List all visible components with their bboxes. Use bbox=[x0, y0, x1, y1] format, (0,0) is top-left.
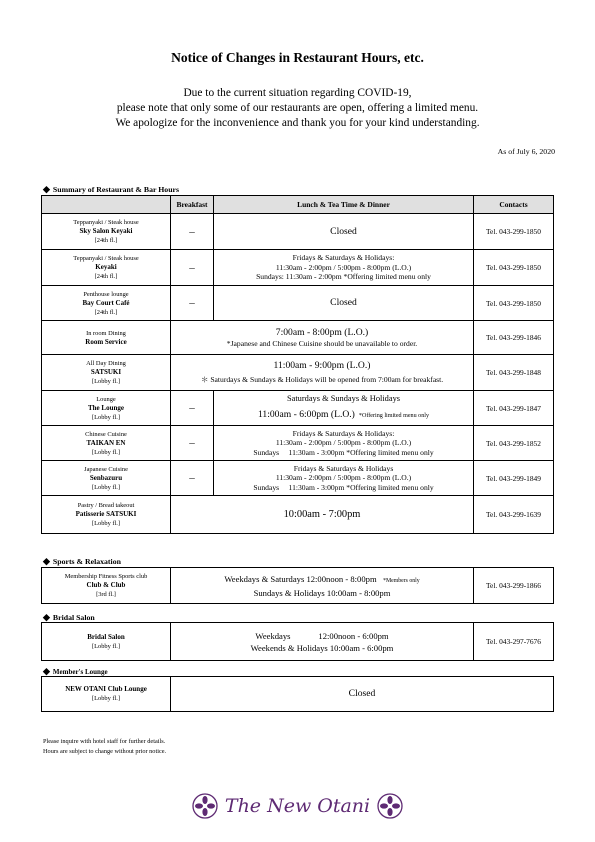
table-row bbox=[42, 426, 554, 461]
hours-line: Weekdays & Saturdays 12:00noon - 8:00pm bbox=[224, 573, 377, 584]
contact-cell: Tel. 043-299-1850 bbox=[474, 214, 554, 250]
hours-line: Fridays & Saturdays & Holidays: bbox=[292, 253, 395, 263]
hours-cell bbox=[214, 250, 474, 286]
diamond-icon: ◆ bbox=[43, 612, 50, 622]
flower-crest-icon bbox=[377, 793, 403, 819]
contact-cell: Tel. 043-299-1852 bbox=[474, 426, 554, 461]
venue-cell bbox=[42, 461, 171, 496]
venue-name: The Lounge bbox=[88, 403, 124, 412]
contact-cell: Tel. 043-297-7676 bbox=[474, 623, 554, 661]
header-venue bbox=[42, 196, 171, 214]
footer-line: Hours are subject to change without prior notice. bbox=[43, 748, 167, 755]
hours-cell: Closed bbox=[214, 214, 474, 250]
table-row bbox=[42, 355, 554, 391]
hours-cell bbox=[171, 355, 474, 391]
diamond-icon: ◆ bbox=[43, 556, 50, 566]
hours-line: Sundays: 11:30am - 2:00pm *Offering limited menu only bbox=[256, 272, 431, 282]
section-heading-sports bbox=[43, 556, 121, 567]
venue-cell bbox=[42, 321, 171, 355]
table-row bbox=[42, 461, 554, 496]
table-row bbox=[42, 391, 554, 426]
table-row bbox=[42, 250, 554, 286]
section-label: Summary of Restaurant & Bar Hours bbox=[52, 185, 180, 194]
hours-line: 11:30am - 2:00pm / 5:00pm - 8:00pm (L.O.) bbox=[275, 438, 412, 448]
hours-cell bbox=[171, 568, 474, 604]
venue-name: Keyaki bbox=[95, 263, 117, 271]
venue-floor: [24th fl.] bbox=[94, 273, 118, 280]
venue-type: Pastry / Bread takeout bbox=[77, 502, 135, 509]
flower-crest-icon bbox=[192, 793, 218, 819]
hours-note: ＊ Saturdays & Sundays & Holidays will be opened from 7:00am for breakfast. bbox=[200, 375, 444, 385]
intro-line: Due to the current situation regarding COVID-19, bbox=[183, 87, 412, 99]
hours-line: Sundays 11:30am - 3:00pm *Offering limited menu only bbox=[253, 447, 434, 457]
hours-line: 11:00am - 9:00pm (L.O.) bbox=[273, 360, 371, 372]
hotel-logo bbox=[0, 793, 595, 819]
contact-cell: Tel. 043-299-1850 bbox=[474, 286, 554, 321]
table-row bbox=[42, 623, 554, 661]
footer-line: Please inquire with hotel staff for further details. bbox=[43, 738, 166, 745]
venue-name: SATSUKI bbox=[90, 368, 122, 376]
hours-cell bbox=[214, 461, 474, 496]
contact-cell: Tel. 043-299-1849 bbox=[474, 461, 554, 496]
section-label: Member's Lounge bbox=[52, 668, 108, 676]
venue-floor: [Lobby fl.] bbox=[91, 642, 121, 650]
contact-cell: Tel. 043-299-1866 bbox=[474, 568, 554, 604]
venue-floor: [Lobby fl.] bbox=[91, 520, 121, 527]
venue-type: Penthouse lounge bbox=[83, 290, 129, 298]
venue-cell bbox=[42, 568, 171, 604]
venue-type: Teppanyaki / Steak house bbox=[73, 219, 139, 226]
venue-type: Japanese Cuisine bbox=[84, 465, 128, 473]
diamond-icon: ◆ bbox=[43, 184, 50, 194]
venue-cell bbox=[42, 355, 171, 391]
venue-name: Room Service bbox=[85, 337, 127, 346]
hours-cell: Closed bbox=[214, 286, 474, 321]
venue-type: Chinese Cuisine bbox=[85, 430, 127, 438]
venue-name: Sky Salon Keyaki bbox=[79, 227, 133, 235]
table-row bbox=[42, 496, 554, 534]
lounge-table bbox=[41, 676, 554, 712]
breakfast-cell: – bbox=[171, 250, 214, 286]
contact-cell: Tel. 043-299-1848 bbox=[474, 355, 554, 391]
venue-name: NEW OTANI Club Lounge bbox=[65, 685, 147, 693]
venue-floor: [24th fl.] bbox=[94, 237, 118, 244]
venue-floor: [Lobby fl.] bbox=[91, 413, 121, 421]
hours-line: 11:30am - 2:00pm / 5:00pm - 8:00pm (L.O.) bbox=[275, 262, 412, 272]
venue-cell bbox=[42, 426, 171, 461]
diamond-icon: ◆ bbox=[43, 666, 50, 676]
venue-type: Teppanyaki / Steak house bbox=[73, 255, 139, 262]
hours-line: Fridays & Saturdays & Holidays bbox=[293, 463, 394, 473]
contact-cell: Tel. 043-299-1850 bbox=[474, 250, 554, 286]
intro-line: We apologize for the inconvenience and thank you for your kind understanding. bbox=[115, 117, 480, 129]
venue-cell bbox=[42, 496, 171, 534]
hours-cell: Closed bbox=[171, 677, 554, 712]
table-row bbox=[42, 286, 554, 321]
hours-line: Sundays & Holidays 10:00am - 8:00pm bbox=[253, 587, 391, 598]
hours-note: *Offering limited menu only bbox=[358, 412, 430, 419]
footer-notes bbox=[43, 737, 166, 757]
section-heading-restaurant bbox=[43, 184, 179, 195]
breakfast-cell: – bbox=[171, 426, 214, 461]
venue-floor: [Lobby fl.] bbox=[91, 378, 121, 385]
venue-name: TAIKAN EN bbox=[86, 438, 126, 447]
contact-cell: Tel. 043-299-1847 bbox=[474, 391, 554, 426]
breakfast-cell: – bbox=[171, 286, 214, 321]
venue-name: Club & Club bbox=[86, 581, 126, 589]
hours-line: Sundays 11:30am - 3:00pm *Offering limited menu only bbox=[253, 482, 434, 492]
venue-cell bbox=[42, 250, 171, 286]
venue-name: Senbazuru bbox=[89, 473, 123, 482]
hours-line: 11:00am - 6:00pm (L.O.) bbox=[257, 408, 355, 420]
table-row bbox=[42, 568, 554, 604]
breakfast-cell: – bbox=[171, 461, 214, 496]
venue-floor: [Lobby fl.] bbox=[91, 483, 121, 491]
hours-line: Saturdays & Sundays & Holidays bbox=[286, 394, 401, 404]
breakfast-cell: – bbox=[171, 391, 214, 426]
hours-cell bbox=[171, 321, 474, 355]
hours-line: Weekends & Holidays 10:00am - 6:00pm bbox=[250, 642, 394, 653]
bridal-table bbox=[41, 622, 554, 661]
venue-floor: [Lobby fl.] bbox=[91, 448, 121, 456]
intro-text bbox=[0, 86, 595, 131]
restaurant-hours-table bbox=[41, 195, 554, 534]
table-header-row bbox=[42, 196, 554, 214]
hours-cell bbox=[214, 391, 474, 426]
header-breakfast: Breakfast bbox=[171, 196, 214, 214]
sports-table bbox=[41, 567, 554, 604]
venue-type: All Day Dining bbox=[86, 360, 126, 367]
venue-name: Patisserie SATSUKI bbox=[75, 510, 137, 518]
page-title: Notice of Changes in Restaurant Hours, etc. bbox=[171, 50, 424, 65]
table-row bbox=[42, 214, 554, 250]
hours-line: Fridays & Saturdays & Holidays: bbox=[292, 428, 395, 438]
contact-cell: Tel. 043-299-1639 bbox=[474, 496, 554, 534]
hours-line: 11:30am - 2:00pm / 5:00pm - 8:00pm (L.O.) bbox=[275, 473, 412, 483]
hours-line: Weekdays 12:00noon - 6:00pm bbox=[255, 630, 389, 641]
hours-note: *Members only bbox=[383, 577, 420, 584]
venue-floor: [3rd fl.] bbox=[96, 591, 116, 598]
table-row bbox=[42, 321, 554, 355]
venue-type: Membership Fitness Sports club bbox=[64, 573, 148, 580]
hours-cell: 10:00am - 7:00pm bbox=[171, 496, 474, 534]
venue-cell bbox=[42, 214, 171, 250]
venue-cell bbox=[42, 677, 171, 712]
hours-line: 7:00am - 8:00pm (L.O.) bbox=[275, 326, 369, 338]
venue-type: Lounge bbox=[96, 395, 116, 403]
header-lunch-dinner: Lunch & Tea Time & Dinner bbox=[214, 196, 474, 214]
intro-line: please note that only some of our restaurants are open, offering a limited menu. bbox=[116, 102, 479, 114]
venue-type: In room Dining bbox=[86, 329, 126, 337]
table-row bbox=[42, 677, 554, 712]
venue-floor: [Lobby fl.] bbox=[91, 695, 121, 702]
venue-cell bbox=[42, 391, 171, 426]
breakfast-cell: – bbox=[171, 214, 214, 250]
hours-cell bbox=[171, 623, 474, 661]
as-of-date: As of July 6, 2020 bbox=[497, 147, 555, 156]
venue-floor: [24th fl.] bbox=[94, 308, 118, 316]
venue-name: Bridal Salon bbox=[87, 632, 125, 641]
venue-cell bbox=[42, 623, 171, 661]
section-label: Bridal Salon bbox=[52, 613, 95, 622]
venue-cell bbox=[42, 286, 171, 321]
hours-cell bbox=[214, 426, 474, 461]
venue-name: Bay Court Café bbox=[82, 298, 130, 307]
logo-text: The New Otani bbox=[224, 795, 371, 817]
contact-cell: Tel. 043-299-1846 bbox=[474, 321, 554, 355]
header-contacts: Contacts bbox=[474, 196, 554, 214]
section-label: Sports & Relaxation bbox=[52, 557, 121, 566]
hours-note: *Japanese and Chinese Cuisine should be unavailable to order. bbox=[226, 338, 418, 348]
